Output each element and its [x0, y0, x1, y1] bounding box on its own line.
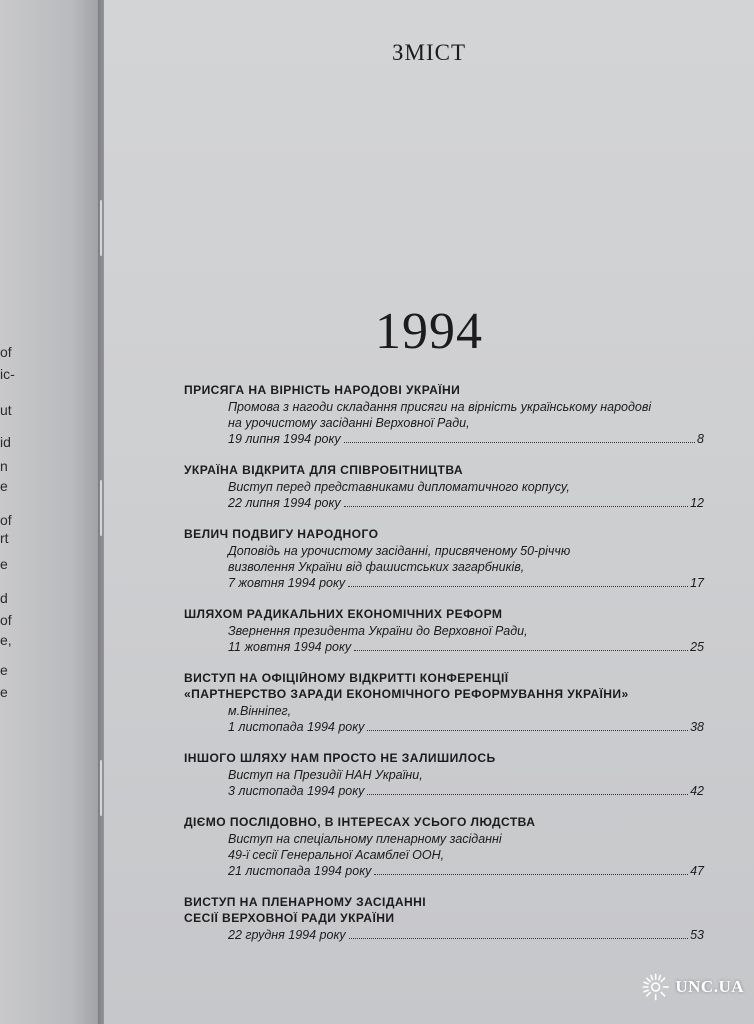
left-page-fragment: e [0, 684, 8, 700]
entry-title: ШЛЯХОМ РАДИКАЛЬНИХ ЕКОНОМІЧНИХ РЕФОРМ [184, 609, 503, 621]
toc-entry[interactable] [184, 383, 704, 447]
entry-description: Промова з нагоди складання присяги на вірність українському народові [228, 400, 652, 414]
entry-description: на урочистому засіданні Верховної Ради, [228, 416, 470, 430]
dot-leader [349, 937, 688, 939]
entry-description: Виступ на спеціальному пленарному засіданні [228, 832, 502, 846]
toc-entry[interactable] [184, 815, 704, 879]
dot-leader [344, 505, 688, 507]
entry-title: ВИСТУП НА ОФІЦІЙНОМУ ВІДКРИТТІ КОНФЕРЕНЦІЇ [184, 673, 509, 685]
page-number: 25 [690, 640, 704, 654]
toc-entry[interactable] [184, 671, 704, 735]
entry-title: СЕСІЇ ВЕРХОВНОЇ РАДИ УКРАЇНИ [184, 913, 395, 925]
entry-description: 49-ї сесії Генеральної Асамблеї ООН, [228, 848, 445, 862]
entry-title: ДІЄМО ПОСЛІДОВНО, В ІНТЕРЕСАХ УСЬОГО ЛЮДСТВА [184, 817, 536, 829]
entry-description: Виступ на Президії НАН України, [228, 768, 423, 782]
left-page-fragment: e, [0, 632, 12, 648]
left-page-fragment: ic- [0, 366, 15, 382]
toc-entry[interactable] [184, 463, 704, 511]
left-page-fragment: of [0, 612, 12, 628]
left-page-fragment: ut [0, 402, 12, 418]
entry-description: м.Вінніпег, [228, 704, 292, 718]
entry-date: 11 жовтня 1994 року [228, 640, 352, 654]
entry-title: «ПАРТНЕРСТВО ЗАРАДИ ЕКОНОМІЧНОГО РЕФОРМУВАННЯ УКРАЇНИ» [184, 689, 629, 701]
dot-leader [374, 873, 688, 875]
left-page-fragment: e [0, 556, 8, 572]
entry-date: 7 жовтня 1994 року [228, 576, 346, 590]
entry-date-line [184, 719, 704, 735]
entry-date-line [184, 783, 704, 799]
entry-date-line [184, 927, 704, 943]
entry-description: Доповідь на урочистому засіданні, присвяченому 50-річчю [228, 544, 571, 558]
entry-date: 21 листопада 1994 року [228, 864, 372, 878]
toc-entries [184, 383, 704, 959]
toc-entry[interactable] [184, 607, 704, 655]
entry-date-line [184, 495, 704, 511]
watermark-text: UNC.UA [675, 977, 744, 996]
entry-date-line [184, 639, 704, 655]
entry-title: ПРИСЯГА НА ВІРНІСТЬ НАРОДОВІ УКРАЇНИ [184, 385, 461, 397]
toc-entry[interactable] [184, 895, 704, 943]
binding-stitch [100, 760, 102, 816]
toc-entry[interactable] [184, 527, 704, 591]
sun-rays-icon [640, 967, 671, 1007]
page-number: 17 [690, 576, 704, 590]
left-page-fragment: rt [0, 530, 9, 546]
dot-leader [354, 649, 688, 651]
entry-date: 3 листопада 1994 року [228, 784, 365, 798]
entry-date-line [184, 863, 704, 879]
contents-title: ЗМІСТ [391, 40, 467, 65]
page-number: 47 [690, 864, 704, 878]
entry-title: ІНШОГО ШЛЯХУ НАМ ПРОСТО НЕ ЗАЛИШИЛОСЬ [184, 753, 496, 765]
left-page-fragment: n [0, 458, 8, 474]
page-number: 38 [690, 720, 704, 734]
dot-leader [367, 793, 688, 795]
entry-title: ВИСТУП НА ПЛЕНАРНОМУ ЗАСІДАННІ [184, 897, 427, 909]
page-number: 8 [697, 432, 704, 446]
dot-leader [367, 729, 688, 731]
contents-page [104, 0, 754, 1024]
left-page-fragment: of [0, 344, 12, 360]
page-number: 12 [690, 496, 704, 510]
page-number: 42 [690, 784, 704, 798]
entry-title: ВЕЛИЧ ПОДВИГУ НАРОДНОГО [184, 529, 379, 541]
toc-entry[interactable] [184, 751, 704, 799]
entry-description: Звернення президента України до Верховної Ради, [228, 624, 528, 638]
binding-stitch [100, 480, 102, 536]
year-heading: 1994 [375, 303, 483, 360]
watermark-logo [640, 962, 744, 1012]
page-number: 53 [690, 928, 704, 942]
entry-date-line [184, 575, 704, 591]
entry-title: УКРАЇНА ВІДКРИТА ДЛЯ СПІВРОБІТНИЦТВА [184, 465, 464, 477]
previous-page-edge [0, 0, 104, 1024]
dot-leader [344, 441, 695, 443]
entry-date: 1 листопада 1994 року [228, 720, 365, 734]
left-page-fragment: e [0, 478, 8, 494]
entry-description: визволення України від фашистських загарбників, [228, 560, 525, 574]
entry-date-line [184, 431, 704, 447]
entry-description: Виступ перед представниками дипломатичного корпусу, [228, 480, 570, 494]
entry-date: 22 липня 1994 року [228, 496, 341, 510]
entry-date: 22 грудня 1994 року [228, 928, 346, 942]
left-page-fragment: d [0, 590, 8, 606]
dot-leader [348, 585, 688, 587]
entry-date: 19 липня 1994 року [228, 432, 341, 446]
binding-stitch [100, 200, 102, 256]
left-page-fragment: of [0, 512, 12, 528]
left-page-fragment: e [0, 662, 8, 678]
left-page-fragment: id [0, 434, 11, 450]
